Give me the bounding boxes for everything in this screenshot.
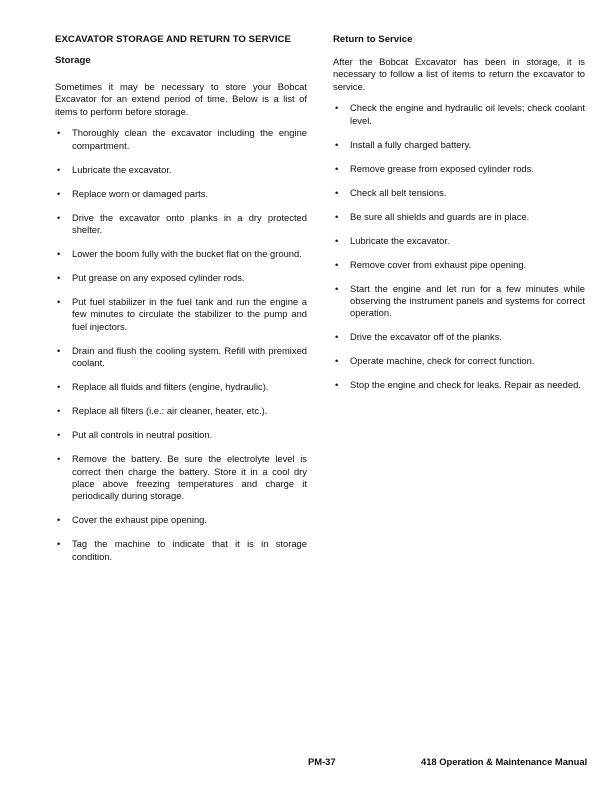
bullet-icon: • xyxy=(57,211,61,223)
bullet-icon: • xyxy=(57,187,61,199)
list-item-text: Drain and flush the cooling system. Refill with premixed coolant. xyxy=(72,344,307,369)
list-item xyxy=(333,331,585,343)
list-item-text: Lower the boom fully with the bucket flat on the ground. xyxy=(72,248,302,260)
list-item xyxy=(333,163,585,175)
list-item xyxy=(333,379,585,391)
list-item xyxy=(55,248,307,260)
list-item xyxy=(55,164,307,176)
list-item-text: Cover the exhaust pipe opening. xyxy=(72,514,207,526)
list-item-text: Install a fully charged battery. xyxy=(350,138,472,150)
list-item xyxy=(333,283,585,320)
list-item xyxy=(55,272,307,284)
list-item-text: Replace worn or damaged parts. xyxy=(72,187,209,199)
list-item-text: Thoroughly clean the excavator including the engine compartment. xyxy=(72,127,307,151)
bullet-icon: • xyxy=(57,296,61,308)
list-item xyxy=(333,187,585,199)
list-item-text: Replace all filters (i.e.: air cleaner, heater, etc.). xyxy=(72,405,268,417)
bullet-icon: • xyxy=(57,163,61,175)
list-item-text: Remove the battery. Be sure the electrolyte level is correct then charge the battery. Store it in a cool dry place above freezing temperatures and charge it periodically during storage. xyxy=(72,453,307,502)
list-item-text: Replace all fluids and filters (engine, hydraulic). xyxy=(72,381,269,393)
list-item xyxy=(333,211,585,223)
storage-intro: Sometimes it may be necessary to store your Bobcat Excavator for an extend period of time. Below is a list of items to perform before storage. xyxy=(55,81,307,117)
bullet-icon: • xyxy=(57,538,61,550)
list-item xyxy=(333,355,585,367)
list-item-text: Operate machine, check for correct function. xyxy=(350,355,535,367)
list-item xyxy=(333,259,585,271)
bullet-icon: • xyxy=(335,138,339,150)
section-title: EXCAVATOR STORAGE AND RETURN TO SERVICE xyxy=(55,34,291,45)
return-to-service-checklist xyxy=(333,102,585,392)
bullet-icon: • xyxy=(57,248,61,260)
list-item-text: Remove grease from exposed cylinder rods. xyxy=(350,162,534,174)
list-item xyxy=(333,102,585,127)
bullet-icon: • xyxy=(335,355,339,367)
list-item xyxy=(55,188,307,200)
bullet-icon: • xyxy=(335,186,339,198)
list-item-text: Lubricate the excavator. xyxy=(72,163,172,175)
bullet-icon: • xyxy=(335,258,339,270)
bullet-icon: • xyxy=(57,381,61,393)
return-to-service-column xyxy=(333,34,585,403)
bullet-icon: • xyxy=(57,514,61,526)
bullet-icon: • xyxy=(57,272,61,284)
bullet-icon: • xyxy=(335,331,339,343)
list-item-text: Tag the machine to indicate that it is in storage condition. xyxy=(72,538,307,562)
bullet-icon: • xyxy=(335,162,339,174)
bullet-icon: • xyxy=(57,127,61,139)
list-item-text: Put fuel stabilizer in the fuel tank and run the engine a few minutes to circulate the stabilizer to the pump and fuel injectors. xyxy=(72,296,307,332)
list-item xyxy=(55,405,307,417)
bullet-icon: • xyxy=(335,379,339,391)
list-item-text: Put all controls in neutral position. xyxy=(72,429,213,441)
manual-title: 418 Operation & Maintenance Manual xyxy=(421,756,588,767)
list-item xyxy=(55,453,307,503)
bullet-icon: • xyxy=(335,234,339,246)
list-item xyxy=(55,296,307,333)
list-item-text: Be sure all shields and guards are in place. xyxy=(350,210,530,222)
list-item-text: Lubricate the excavator. xyxy=(350,234,450,246)
bullet-icon: • xyxy=(335,210,339,222)
list-item xyxy=(333,139,585,151)
bullet-icon: • xyxy=(335,282,339,294)
bullet-icon: • xyxy=(57,405,61,417)
list-item xyxy=(55,514,307,526)
page-number: PM-37 xyxy=(308,756,336,767)
bullet-icon: • xyxy=(57,429,61,441)
return-to-service-intro: After the Bobcat Excavator has been in storage, it is necessary to follow a list of items to return the excavator to service. xyxy=(333,56,585,92)
storage-column xyxy=(55,34,307,575)
list-item xyxy=(55,127,307,152)
storage-checklist xyxy=(55,127,307,563)
bullet-icon: • xyxy=(57,344,61,356)
list-item xyxy=(55,381,307,393)
list-item xyxy=(55,212,307,237)
list-item-text: Start the engine and let run for a few minutes while observing the instrument panels and systems for correct operation. xyxy=(350,282,585,319)
list-item-text: Stop the engine and check for leaks. Repair as needed. xyxy=(350,379,581,391)
return-to-service-heading: Return to Service xyxy=(333,34,413,45)
bullet-icon: • xyxy=(57,453,61,465)
list-item xyxy=(55,538,307,563)
list-item xyxy=(55,429,307,441)
list-item-text: Drive the excavator off of the planks. xyxy=(350,331,502,343)
list-item-text: Check all belt tensions. xyxy=(350,186,447,198)
list-item-text: Check the engine and hydraulic oil levels; check coolant level. xyxy=(350,102,585,126)
list-item-text: Drive the excavator onto planks in a dry protected shelter. xyxy=(72,211,307,236)
list-item-text: Remove cover from exhaust pipe opening. xyxy=(350,258,527,270)
list-item xyxy=(333,235,585,247)
storage-heading: Storage xyxy=(55,55,91,66)
list-item xyxy=(55,345,307,370)
bullet-icon: • xyxy=(335,102,339,114)
list-item-text: Put grease on any exposed cylinder rods. xyxy=(72,272,245,284)
